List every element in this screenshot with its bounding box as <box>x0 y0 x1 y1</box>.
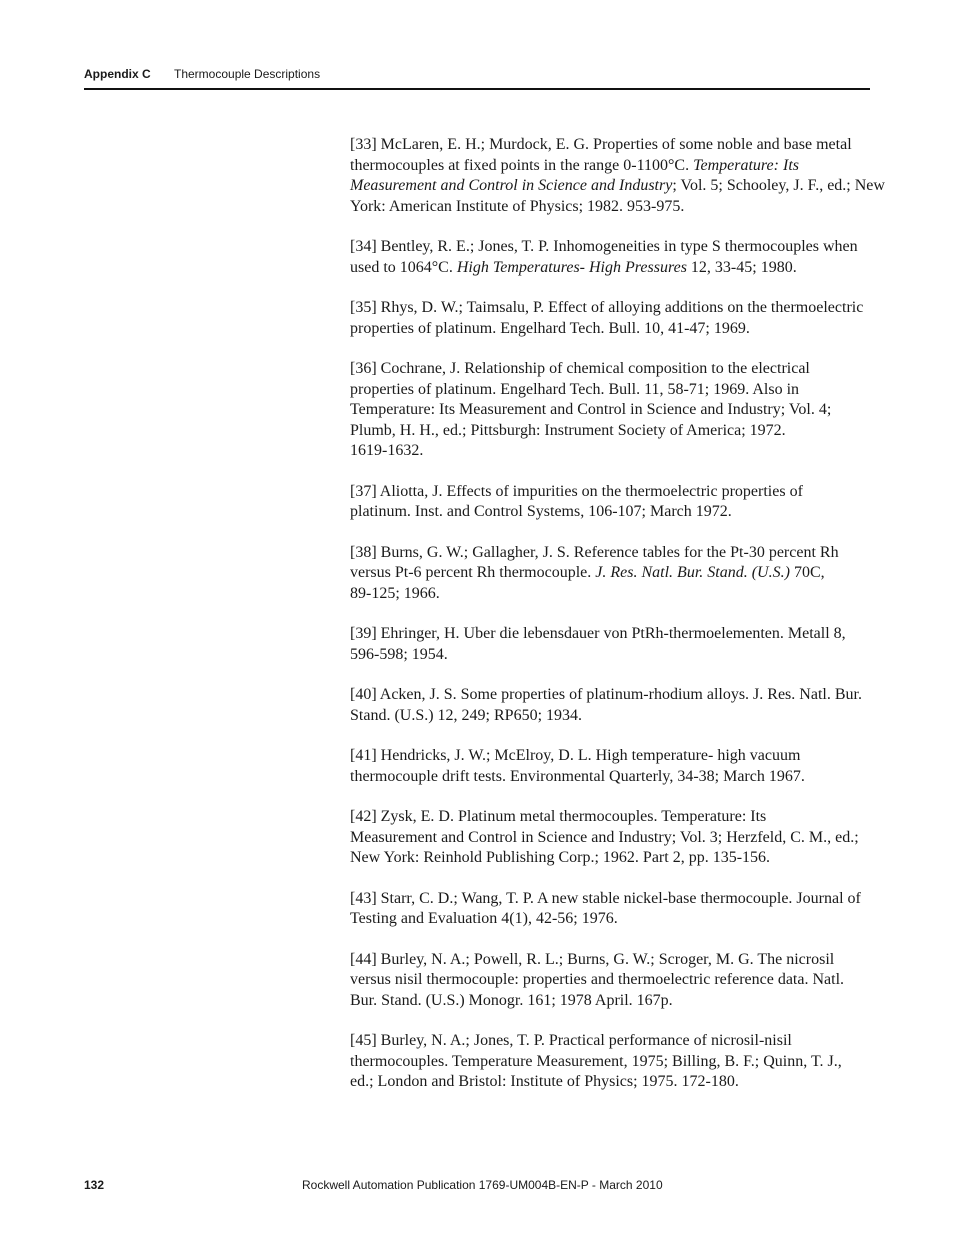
reference-list <box>350 135 885 1113</box>
reference-line <box>350 645 872 666</box>
reference-italic-text: J. Res. Natl. Bur. Stand. (U.S.) <box>595 564 790 581</box>
reference-line <box>350 237 872 258</box>
reference-entry <box>350 359 872 462</box>
reference-text: ed.; London and Bristol: Institute of Physics; 1975. 172-180. <box>350 1073 739 1090</box>
reference-text: Stand. (U.S.) 12, 249; RP650; 1934. <box>350 706 583 724</box>
reference-line <box>350 706 872 727</box>
reference-text: versus nisil thermocouple: properties and thermoelectric reference data. Natl. <box>350 971 845 988</box>
reference-line <box>350 380 872 401</box>
reference-text: properties of platinum. Engelhard Tech. Bull. 11, 58-71; 1969. Also in <box>350 380 800 398</box>
reference-line <box>350 258 872 279</box>
reference-text: [44] Burley, N. A.; Powell, R. L.; Burns, G. W.; Scroger, M. G. The nicrosil <box>350 950 835 968</box>
reference-text: platinum. Inst. and Control Systems, 106-107; March 1972. <box>350 503 732 520</box>
reference-text: [36] Cochrane, J. Relationship of chemical composition to the electrical <box>350 360 810 377</box>
reference-line <box>350 1072 872 1093</box>
page-footer <box>84 1176 870 1194</box>
reference-entry <box>350 1031 872 1093</box>
reference-entry <box>350 807 872 869</box>
reference-text: properties of platinum. Engelhard Tech. Bull. 10, 41-47; 1969. <box>350 319 750 337</box>
reference-line <box>350 543 872 564</box>
reference-line <box>350 482 872 503</box>
reference-text: thermocouples. Temperature Measurement, 1975; Billing, B. F.; Quinn, T. J., <box>350 1052 842 1070</box>
reference-text: Plumb, H. H., ed.; Pittsburgh: Instrument Society of America; 1972. <box>350 421 786 439</box>
reference-text: used to 1064°C. <box>350 258 457 276</box>
reference-entry <box>350 482 872 523</box>
reference-line <box>350 502 872 523</box>
reference-text: 596-598; 1954. <box>350 645 448 663</box>
reference-italic-text: Measurement and Control in Science and Industry <box>350 177 673 194</box>
reference-text: [38] Burns, G. W.; Gallagher, J. S. Reference tables for the Pt-30 percent Rh <box>350 543 839 561</box>
reference-line <box>350 828 872 849</box>
reference-text: New York: Reinhold Publishing Corp.; 1962. Part 2, pp. 135-156. <box>350 849 771 866</box>
reference-line <box>350 807 872 828</box>
reference-text: Bur. Stand. (U.S.) Monogr. 161; 1978 April. 167p. <box>350 991 673 1009</box>
reference-text: Measurement and Control in Science and Industry; Vol. 3; Herzfeld, C. M., ed.; <box>350 828 859 846</box>
reference-entry <box>350 237 872 278</box>
reference-text: ; Vol. 5; Schooley, J. F., ed.; New <box>672 177 885 194</box>
reference-line <box>350 197 872 218</box>
page-number: 132 <box>84 1178 105 1192</box>
reference-line <box>350 584 872 605</box>
reference-line <box>350 298 872 319</box>
reference-line <box>350 970 872 991</box>
reference-text: [40] Acken, J. S. Some properties of platinum-rhodium alloys. J. Res. Natl. Bur. <box>350 686 862 703</box>
reference-entry <box>350 543 872 605</box>
reference-line <box>350 421 872 442</box>
appendix-label: Appendix C <box>84 67 151 81</box>
reference-text: [41] Hendricks, J. W.; McElroy, D. L. High temperature- high vacuum <box>350 747 801 764</box>
reference-line <box>350 1031 872 1052</box>
reference-line <box>350 176 885 197</box>
reference-text: York: American Institute of Physics; 1982. 953-975. <box>350 197 685 215</box>
reference-line <box>350 909 872 930</box>
reference-line <box>350 991 872 1012</box>
reference-line <box>350 746 872 767</box>
reference-line <box>350 848 872 869</box>
reference-line <box>350 563 872 584</box>
page-header <box>84 66 870 88</box>
section-title: Thermocouple Descriptions <box>174 67 321 81</box>
reference-line <box>350 156 872 177</box>
reference-text: [33] McLaren, E. H.; Murdock, E. G. Properties of some noble and base metal <box>350 136 852 153</box>
reference-entry <box>350 746 872 787</box>
reference-text: 70C, <box>789 564 825 581</box>
reference-line <box>350 767 872 788</box>
reference-text: [34] Bentley, R. E.; Jones, T. P. Inhomogeneities in type S thermocouples when <box>350 238 858 255</box>
header-rule <box>84 88 870 90</box>
reference-text: thermocouples at fixed points in the range 0-1100°C. <box>350 156 694 174</box>
reference-text: 89-125; 1966. <box>350 584 440 602</box>
reference-entry <box>350 135 885 217</box>
reference-entry <box>350 298 872 339</box>
reference-text: Temperature: Its Measurement and Control in Science and Industry; Vol. 4; <box>350 401 832 418</box>
reference-line <box>350 624 872 645</box>
reference-text: [39] Ehringer, H. Uber die lebensdauer von PtRh-thermoelementen. Metall 8, <box>350 625 846 642</box>
reference-text: [35] Rhys, D. W.; Taimsalu, P. Effect of alloying additions on the thermoelectric <box>350 299 864 316</box>
reference-line <box>350 135 872 156</box>
reference-line <box>350 441 872 462</box>
reference-entry <box>350 624 872 665</box>
reference-text: 12, 33-45; 1980. <box>686 258 797 276</box>
reference-entry <box>350 685 872 726</box>
reference-text: Testing and Evaluation 4(1), 42-56; 1976. <box>350 910 618 927</box>
reference-line <box>350 400 872 421</box>
reference-line <box>350 950 872 971</box>
reference-line <box>350 359 872 380</box>
reference-text: thermocouple drift tests. Environmental Quarterly, 34-38; March 1967. <box>350 767 805 785</box>
reference-line <box>350 685 872 706</box>
reference-line <box>350 1052 872 1073</box>
reference-italic-text: High Temperatures- High Pressures <box>456 258 687 276</box>
reference-text: [42] Zysk, E. D. Platinum metal thermocouples. Temperature: Its <box>350 808 767 825</box>
reference-text: versus Pt-6 percent Rh thermocouple. <box>350 564 596 581</box>
reference-text: [37] Aliotta, J. Effects of impurities on the thermoelectric properties of <box>350 482 803 500</box>
reference-line <box>350 889 872 910</box>
reference-line <box>350 319 872 340</box>
reference-entry <box>350 950 872 1012</box>
publication-info: Rockwell Automation Publication 1769-UM004B-EN-P - March 2010 <box>302 1178 663 1192</box>
reference-text: [45] Burley, N. A.; Jones, T. P. Practical performance of nicrosil-nisil <box>350 1032 792 1049</box>
reference-italic-text: Temperature: Its <box>693 156 799 174</box>
reference-entry <box>350 889 872 930</box>
reference-text: 1619-1632. <box>350 442 424 459</box>
reference-text: [43] Starr, C. D.; Wang, T. P. A new stable nickel-base thermocouple. Journal of <box>350 889 861 907</box>
